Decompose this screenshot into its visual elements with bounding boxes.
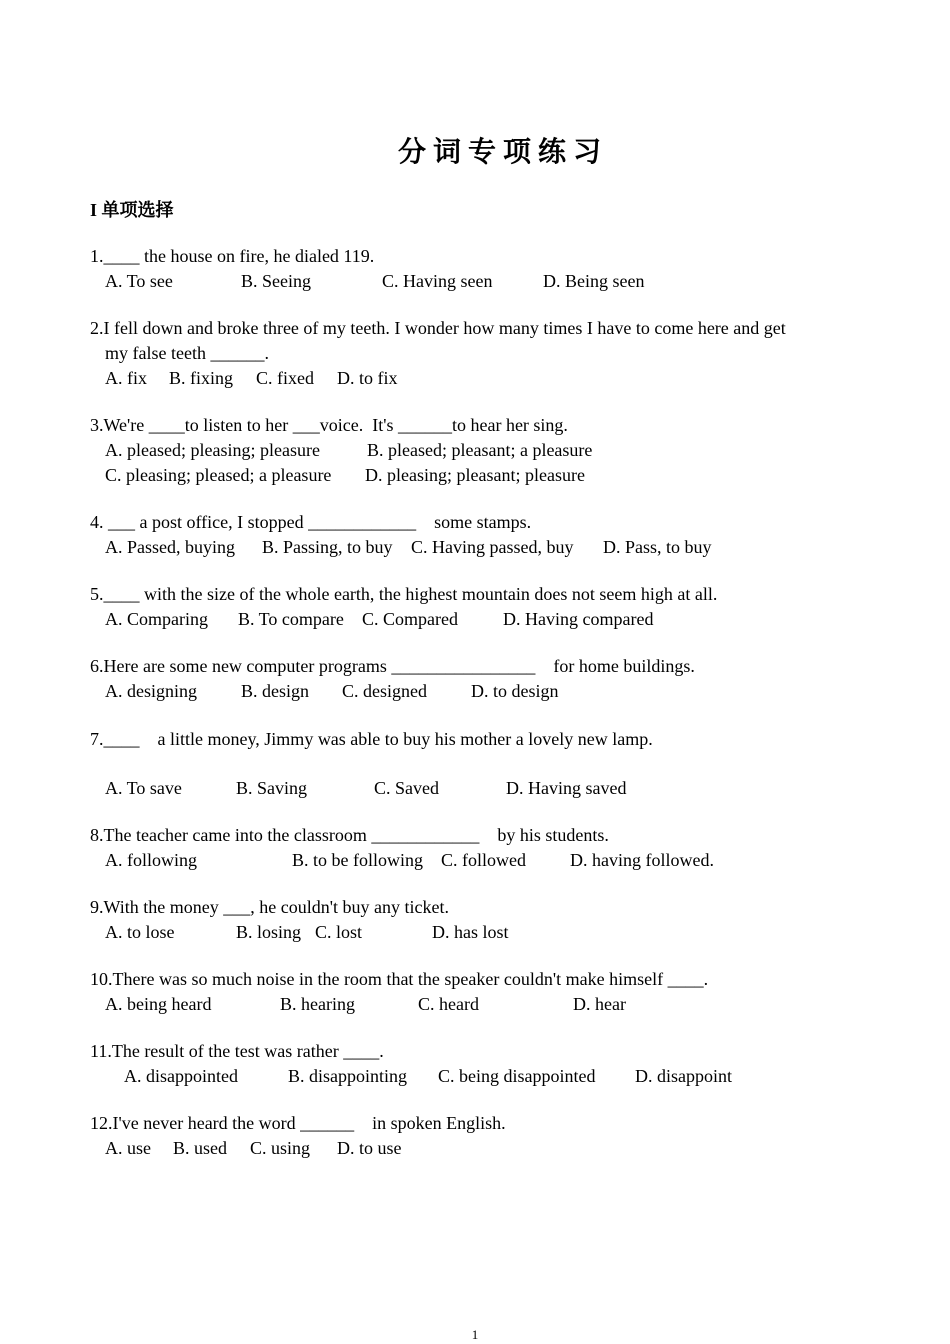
option-b: B. losing [236,922,302,942]
option-d: D. Having saved [506,778,627,798]
option-a: A. pleased; pleasing; pleasure [105,440,320,460]
option-c: C. designed [342,681,427,701]
question-1-stem: 1.____ the house on fire, he dialed 119. [90,246,375,266]
option-d: D. to use [337,1138,402,1158]
option-c: C. followed [441,850,526,870]
option-b: B. pleased; pleasant; a pleasure [367,440,593,460]
option-d: D. disappoint [635,1066,732,1086]
question-12-stem: 12.I've never heard the word ______ in spoken English. [90,1113,506,1133]
question-5-stem: 5.____ with the size of the whole earth, the highest mountain does not seem high at all. [90,584,718,604]
question-6-options [105,679,865,704]
question-10-options [105,992,865,1017]
option-a: A. being heard [105,994,212,1014]
option-a: A. To see [105,271,173,291]
option-d: D. Having compared [503,609,654,629]
question-3-options-1 [105,438,865,463]
option-d: D. to fix [337,368,398,388]
option-c: C. heard [418,994,479,1014]
option-c: C. lost [315,922,363,942]
option-b: B. To compare [238,609,344,629]
option-d: D. Being seen [543,271,645,291]
option-c: C. pleasing; pleased; a pleasure [105,465,332,485]
option-b: B. Saving [236,778,308,798]
option-c: C. Compared [362,609,458,629]
option-b: B. to be following [292,850,423,870]
question-12-options [105,1136,865,1161]
question-6-stem: 6.Here are some new computer programs ________________ for home buildings. [90,656,695,676]
option-b: B. design [241,681,310,701]
option-b: B. Passing, to buy [262,537,393,557]
option-d: D. pleasing; pleasant; pleasure [365,465,585,485]
option-b: B. disappointing [288,1066,408,1086]
option-b: B. fixing [169,368,234,388]
option-d: D. to design [471,681,559,701]
question-8-options [105,848,865,873]
question-7-options [105,776,865,801]
option-a: A. Passed, buying [105,537,235,557]
option-d: D. has lost [432,922,509,942]
option-c: C. Saved [374,778,439,798]
option-c: C. being disappointed [438,1066,596,1086]
option-a: A. fix [105,368,147,388]
option-d: D. hear [573,994,626,1014]
question-5-options [105,607,865,632]
option-d: D. Pass, to buy [603,537,712,557]
page-number: 1 [471,1327,479,1342]
question-1-options [105,269,865,294]
question-4-options [105,535,865,560]
page-title: 分词专项练习 [397,135,608,168]
question-7-stem: 7.____ a little money, Jimmy was able to buy his mother a lovely new lamp. [90,729,653,749]
option-a: A. Comparing [105,609,208,629]
option-b: B. used [173,1138,227,1158]
question-2-options [105,366,865,391]
option-b: B. Seeing [241,271,311,291]
question-9-options [105,920,865,945]
question-10-stem: 10.There was so much noise in the room that the speaker couldn't make himself ____. [90,969,709,989]
question-11-options [124,1064,884,1089]
question-2-stem-cont: my false teeth ______. [105,343,269,363]
option-a: A. to lose [105,922,175,942]
option-d: D. having followed. [570,850,714,870]
option-a: A. use [105,1138,151,1158]
question-4-stem: 4. ___ a post office, I stopped ____________ some stamps. [90,512,532,532]
option-c: C. using [250,1138,311,1158]
option-b: B. hearing [280,994,355,1014]
option-a: A. disappointed [124,1066,238,1086]
option-c: C. Having seen [382,271,493,291]
option-a: A. designing [105,681,197,701]
section-heading: I 单项选择 [90,200,174,220]
question-3-stem: 3.We're ____to listen to her ___voice. It's ______to hear her sing. [90,415,568,435]
question-9-stem: 9.With the money ___, he couldn't buy any ticket. [90,897,449,917]
option-c: C. Having passed, buy [411,537,574,557]
question-8-stem: 8.The teacher came into the classroom ____________ by his students. [90,825,609,845]
question-2-stem: 2.I fell down and broke three of my teeth. I wonder how many times I have to come here and get [90,318,786,338]
option-a: A. To save [105,778,182,798]
question-11-stem: 11.The result of the test was rather ____. [90,1041,384,1061]
question-3-options-2 [105,463,865,488]
option-c: C. fixed [256,368,314,388]
option-a: A. following [105,850,197,870]
